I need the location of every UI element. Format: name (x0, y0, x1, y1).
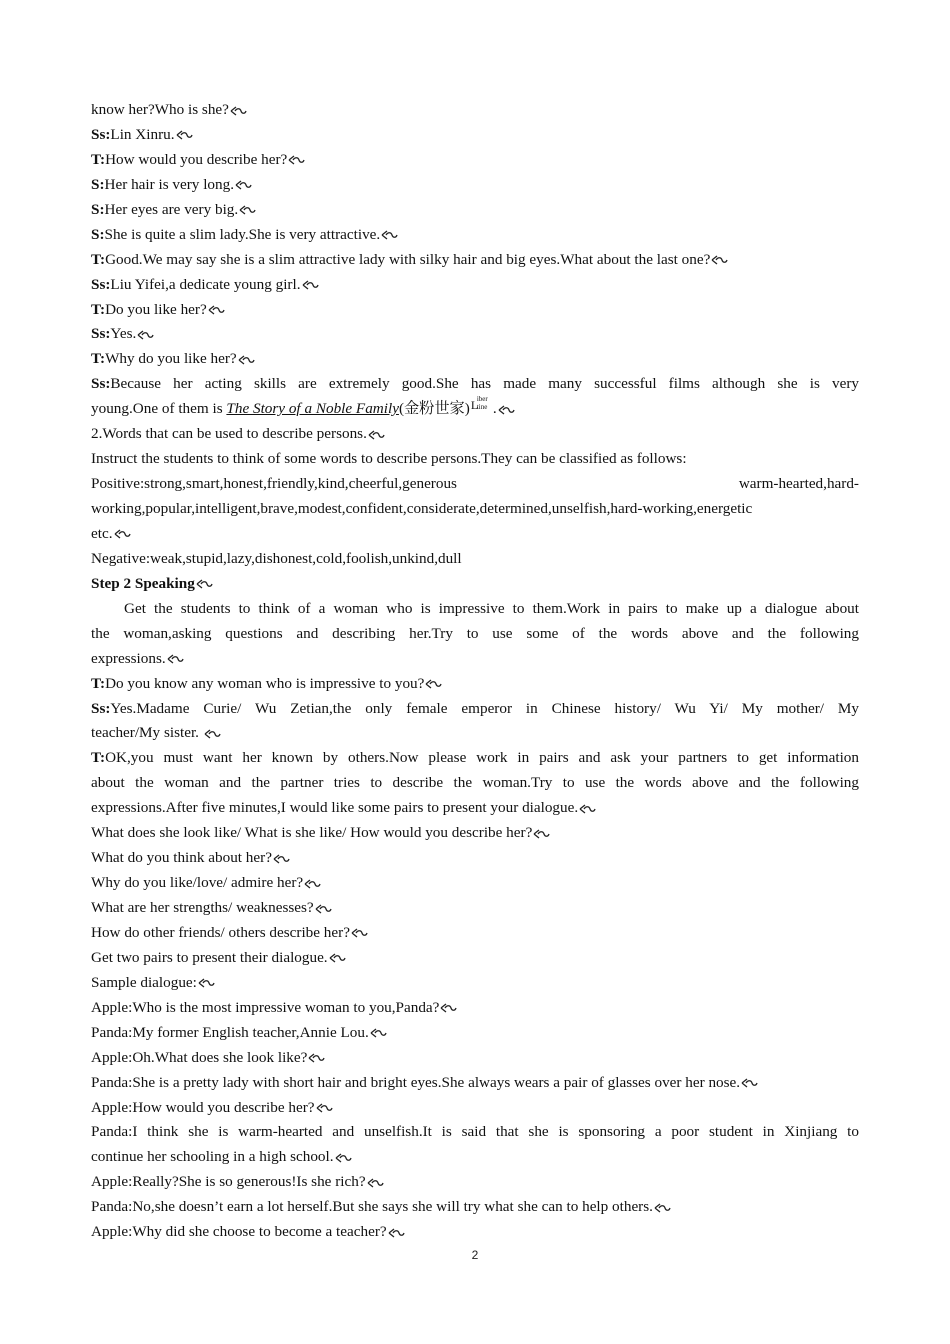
text-line: know her?Who is she? (91, 98, 859, 123)
paragraph-mark-icon (198, 978, 215, 988)
text-line: Panda:No,she doesn’t earn a lot herself.But she says she will try what she can to help others. (91, 1195, 859, 1220)
paragraph-mark-icon (711, 255, 728, 265)
page-number: 2 (471, 1248, 479, 1262)
section-heading: Step 2 Speaking (91, 572, 859, 597)
paragraph-mark-icon (273, 854, 290, 864)
dialogue-line: Ss:Lin Xinru. (91, 123, 859, 148)
text-line: Apple:Who is the most impressive woman to you,Panda? (91, 996, 859, 1021)
paragraph-mark-icon (288, 155, 305, 165)
text-line: Panda:She is a pretty lady with short hair and bright eyes.She always wears a pair of glasses over her nose. (91, 1071, 859, 1096)
paragraph-mark-icon (579, 804, 596, 814)
speaker-label: Ss: (91, 125, 111, 143)
speaker-label: T: (91, 250, 106, 268)
text-line: Positive:strong,smart,honest,friendly,kind,cheerful,generous warm-hearted,hard- (91, 472, 859, 497)
text-line: Panda:My former English teacher,Annie Lou. (91, 1021, 859, 1046)
paragraph-mark-icon (308, 1053, 325, 1063)
text-line: teacher/My sister. (91, 721, 859, 746)
text-line: Apple:Really?She is so generous!Is she rich? (91, 1170, 859, 1195)
speaker-label: T: (91, 350, 106, 368)
paragraph-mark-icon (208, 305, 225, 315)
speaker-label: Ss: (91, 275, 111, 293)
paragraph-mark-icon (654, 1203, 671, 1213)
text-line: the woman,asking questions and describing her.Try to use some of the words above and the following (91, 624, 859, 642)
ruby-annotation: L iber tine (470, 395, 488, 413)
dialogue-line: Ss:Yes. (91, 322, 859, 347)
text-line: etc. (91, 522, 859, 547)
text-line: Negative:weak,stupid,lazy,dishonest,cold,foolish,unkind,dull (91, 549, 462, 567)
text-line: Get two pairs to present their dialogue. (91, 946, 859, 971)
dialogue-line: T:OK,you must want her known by others.Now please work in pairs and ask your partners to get information (91, 749, 859, 767)
dialogue-line: T:Good.We may say she is a slim attractive lady with silky hair and big eyes.What about the last one? (91, 248, 859, 273)
paragraph-mark-icon (315, 904, 332, 914)
paragraph-mark-icon (388, 1228, 405, 1238)
text-line: working,popular,intelligent,brave,modest,confident,considerate,determined,unselfish,hard-working,energetic (91, 500, 753, 517)
paragraph-mark-icon (167, 654, 184, 664)
text-line: young.One of them is The Story of a Noble Family(金粉世家) L iber tine . (91, 397, 859, 422)
dialogue-line: Ss:Liu Yifei,a dedicate young girl. (91, 273, 859, 298)
document-page (91, 98, 859, 1245)
text-line: Sample dialogue: (91, 971, 859, 996)
text-line: expressions. (91, 647, 859, 672)
paragraph-mark-icon (114, 529, 131, 539)
paragraph-mark-icon (329, 953, 346, 963)
paragraph-mark-icon (440, 1003, 457, 1013)
text-line: What does she look like/ What is she like/ How would you describe her? (91, 821, 859, 846)
paragraph-mark-icon (304, 879, 321, 889)
speaker-label: Ss: (91, 699, 111, 717)
text-line: continue her schooling in a high school. (91, 1145, 859, 1170)
paragraph-mark-icon (425, 679, 442, 689)
text-line: Instruct the students to think of some words to describe persons.They can be classified as follows: (91, 450, 687, 468)
speaker-label: T: (91, 674, 106, 692)
paragraph-mark-icon (316, 1103, 333, 1113)
paragraph-mark-icon (381, 230, 398, 240)
paragraph-mark-icon (370, 1028, 387, 1038)
paragraph-mark-icon (498, 405, 515, 415)
speaker-label: Ss: (91, 325, 111, 343)
paragraph-mark-icon (351, 928, 368, 938)
speaker-label: Ss: (91, 375, 111, 393)
speaker-label: T: (91, 300, 106, 318)
speaker-label: T: (91, 749, 106, 767)
text-line: How do other friends/ others describe her? (91, 921, 859, 946)
text-line: Apple:Why did she choose to become a teacher? (91, 1220, 859, 1245)
dialogue-line: T:Do you know any woman who is impressive to you? (91, 672, 859, 697)
dialogue-line: T:How would you describe her? (91, 148, 859, 173)
dialogue-line: S:She is quite a slim lady.She is very attractive. (91, 223, 859, 248)
text-line: expressions.After five minutes,I would like some pairs to present your dialogue. (91, 796, 859, 821)
text-line: Apple:How would you describe her? (91, 1096, 859, 1121)
paragraph-mark-icon (137, 330, 154, 340)
paragraph-mark-icon (176, 130, 193, 140)
text-line: about the woman and the partner tries to describe the woman.Try to use the words above and the following (91, 774, 859, 792)
dialogue-line: Ss:Because her acting skills are extremely good.She has made many successful films although she is very (91, 375, 859, 393)
speaker-label: T: (91, 150, 106, 168)
text-line: 2.Words that can be used to describe persons. (91, 422, 859, 447)
text-line: Panda:I think she is warm-hearted and unselfish.It is said that she is sponsoring a poor student in Xinjiang to (91, 1123, 859, 1141)
text-line: What do you think about her? (91, 846, 859, 871)
speaker-label: S: (91, 225, 105, 243)
speaker-label: S: (91, 175, 105, 193)
paragraph-mark-icon (196, 579, 213, 589)
paragraph-mark-icon (238, 355, 255, 365)
paragraph-mark-icon (204, 729, 221, 739)
positive-words-tail: warm-hearted,hard- (738, 475, 859, 493)
paragraph-mark-icon (302, 280, 319, 290)
dialogue-line: T:Why do you like her? (91, 347, 859, 372)
dialogue-line: S:Her hair is very long. (91, 173, 859, 198)
dialogue-line: T:Do you like her? (91, 298, 859, 323)
paragraph-mark-icon (335, 1153, 352, 1163)
paragraph-mark-icon (235, 180, 252, 190)
film-title: The Story of a Noble Family (226, 400, 399, 418)
film-chinese-title: (金粉世家) (398, 400, 470, 418)
dialogue-line: Ss:Yes.Madame Curie/ Wu Zetian,the only female emperor in Chinese history/ Wu Yi/ My mother/ My (91, 699, 859, 717)
dialogue-line: S:Her eyes are very big. (91, 198, 859, 223)
text-line: What are her strengths/ weaknesses? (91, 896, 859, 921)
paragraph-mark-icon (230, 106, 247, 116)
text-line: Get the students to think of a woman who is impressive to them.Work in pairs to make up a dialogue about (124, 599, 859, 617)
speaker-label: S: (91, 200, 105, 218)
paragraph-mark-icon (367, 1178, 384, 1188)
paragraph-mark-icon (368, 430, 385, 440)
text-line: Apple:Oh.What does she look like? (91, 1046, 859, 1071)
paragraph-mark-icon (239, 205, 256, 215)
paragraph-mark-icon (741, 1078, 758, 1088)
text-line: Why do you like/love/ admire her? (91, 871, 859, 896)
paragraph-mark-icon (533, 829, 550, 839)
